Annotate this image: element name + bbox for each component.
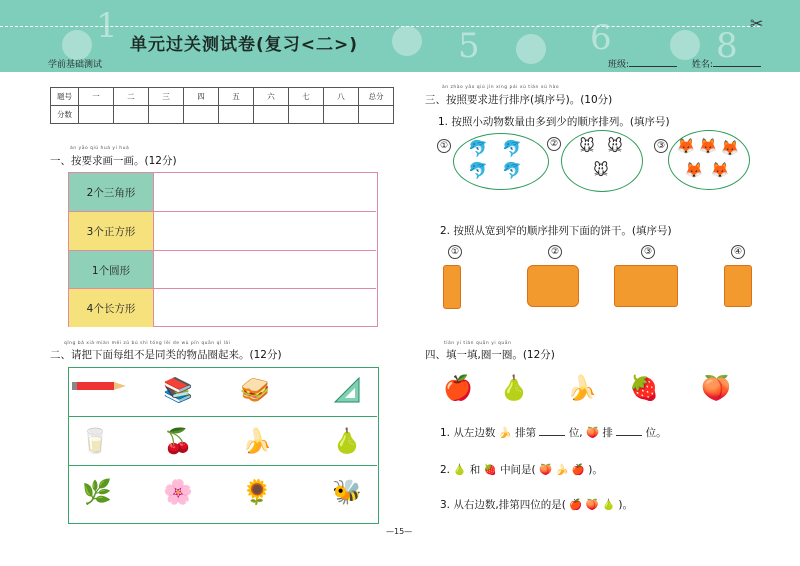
biscuit-number: ④: [731, 245, 745, 259]
score-header: 一: [79, 88, 114, 106]
pear-icon[interactable]: 🍐: [499, 374, 529, 402]
page-number: —15—: [386, 527, 413, 536]
section4-q3: [440, 497, 633, 512]
fox-icon: 🦊: [720, 139, 740, 157]
strawberry-icon[interactable]: 🍓: [629, 374, 659, 402]
score-cell[interactable]: [359, 106, 394, 124]
pear-icon: 🍐: [453, 464, 467, 476]
q1-end: 位。: [645, 427, 667, 439]
q3-end: )。: [618, 499, 634, 511]
bananas-icon[interactable]: 🍌: [242, 427, 272, 455]
biscuit-wide[interactable]: [614, 265, 678, 307]
peaches-option-icon[interactable]: 🍑: [585, 499, 599, 511]
score-cell[interactable]: [289, 106, 324, 124]
apple-icon[interactable]: 🍎: [443, 374, 473, 402]
section4-q1: [440, 425, 667, 440]
score-header: 八: [324, 88, 359, 106]
score-header: 二: [114, 88, 149, 106]
section3-q2: 2. 按照从宽到窄的顺序排列下面的饼干。(填序号): [440, 225, 672, 237]
item-row: [69, 468, 377, 516]
set-square-icon[interactable]: [331, 374, 363, 406]
score-header: 四: [184, 88, 219, 106]
sunflower-icon[interactable]: 🌻: [242, 478, 272, 506]
draw-row: [69, 250, 376, 289]
scissors-icon: ✂: [750, 14, 764, 33]
bear-icon: [516, 34, 546, 64]
peaches-icon[interactable]: 🍑: [701, 374, 731, 402]
decor-number: 5: [458, 26, 480, 66]
draw-row: [69, 211, 376, 250]
section4-q2: [440, 462, 603, 477]
sandwich-icon[interactable]: 🥪: [240, 376, 270, 404]
biscuit-medium[interactable]: [527, 265, 579, 307]
item-row: [69, 417, 377, 466]
draw-label: 1个圆形: [69, 251, 154, 289]
q1-mid2: 位,: [568, 427, 583, 439]
pear-icon[interactable]: 🍐: [332, 427, 362, 455]
biscuit-narrow[interactable]: [443, 265, 461, 309]
bananas-icon[interactable]: 🍌: [567, 374, 597, 402]
score-cell[interactable]: [149, 106, 184, 124]
group-number: ③: [654, 139, 668, 153]
apple-option-icon[interactable]: 🍎: [571, 464, 585, 476]
score-cell[interactable]: [254, 106, 289, 124]
section3-q1: 1. 按照小动物数量由多到少的顺序排列。(填序号): [438, 116, 670, 128]
decor-number: 6: [590, 18, 612, 58]
strawberry-icon: 🍓: [483, 464, 497, 476]
q1-prefix: 1. 从左边数: [440, 427, 496, 439]
cherries-icon[interactable]: 🍒: [163, 427, 193, 455]
score-header: 五: [219, 88, 254, 106]
score-header: 题号: [51, 88, 79, 106]
books-icon[interactable]: 📚: [163, 376, 193, 404]
q2-and: 和: [469, 464, 481, 476]
q1-mid3: 排: [602, 427, 613, 439]
biscuit-small[interactable]: [724, 265, 752, 307]
pear-option-icon[interactable]: 🍐: [601, 499, 616, 511]
draw-label: 4个长方形: [69, 289, 154, 327]
section2-pinyin: qǐng bǎ xià miàn měi zǔ bú shì tóng lèi de wù pǐn quān qǐ lái: [64, 341, 231, 346]
score-cell[interactable]: [324, 106, 359, 124]
bear-icon: [62, 30, 92, 60]
q2-mid: 中间是(: [500, 464, 536, 476]
decor-number: 1: [96, 6, 118, 46]
q2-prefix: 2.: [440, 464, 451, 476]
q1-mid1: 排第: [515, 427, 537, 439]
q1-blank-2[interactable]: [616, 435, 642, 436]
group-number: ②: [547, 137, 561, 151]
apple-option-icon[interactable]: 🍎: [569, 499, 583, 511]
mouse-icon: 🐭: [579, 137, 595, 155]
name-label: 姓名:: [691, 60, 713, 70]
biscuit-number: ③: [641, 245, 655, 259]
score-cell[interactable]: [219, 106, 254, 124]
dolphin-icon: 🐬: [502, 161, 522, 180]
item-row: [69, 368, 377, 417]
dolphin-icon: 🐬: [468, 139, 488, 158]
class-name-fields: [608, 57, 773, 70]
fox-icon: 🦊: [684, 161, 704, 179]
dolphin-group[interactable]: [453, 133, 549, 190]
section4-title: 四、填一填,圈一圈。(12分): [425, 349, 555, 361]
draw-row: [69, 288, 376, 327]
dolphin-icon: 🐬: [468, 161, 488, 180]
section3-title: 三、按照要求进行排序(填序号)。(10分): [425, 94, 613, 106]
bananas-option-icon[interactable]: 🍌: [555, 464, 569, 476]
fox-icon: 🦊: [698, 137, 718, 155]
score-header: 三: [149, 88, 184, 106]
q3-text: 3. 从右边数,排第四位的是(: [440, 499, 566, 511]
draw-row: [69, 173, 376, 211]
odd-one-out-grid: [68, 367, 379, 524]
section3-pinyin: àn zhào yāo qiú jìn xíng pái xù tián xù hào: [442, 85, 560, 90]
score-header: 七: [289, 88, 324, 106]
flower-icon[interactable]: 🌸: [163, 478, 193, 506]
fox-icon: 🦊: [710, 161, 730, 179]
pencil-icon[interactable]: [72, 374, 128, 398]
group-number: ①: [437, 139, 451, 153]
score-table: [50, 87, 394, 124]
mouse-group[interactable]: [561, 130, 643, 192]
peaches-option-icon[interactable]: 🍑: [539, 464, 553, 476]
bear-icon: [392, 26, 422, 56]
score-header: 总分: [359, 88, 394, 106]
section1-title: 一、按要求画一画。(12分): [50, 155, 177, 167]
bear-icon: [670, 30, 700, 60]
q2-end: )。: [588, 464, 603, 476]
draw-table: [68, 172, 378, 327]
fox-group[interactable]: [668, 130, 750, 190]
page-subtitle: 学前基础测试: [48, 60, 103, 70]
section1-pinyin: àn yāo qiú huà yi huà: [70, 146, 130, 151]
milk-carton-icon[interactable]: 🥛: [80, 427, 110, 455]
q1-blank-1[interactable]: [539, 435, 565, 436]
class-field[interactable]: [629, 66, 677, 67]
bee-icon[interactable]: 🐝: [332, 478, 362, 506]
fox-icon: 🦊: [676, 137, 696, 155]
page-title: 单元过关测试卷(复习<二>): [130, 35, 359, 55]
mouse-icon: 🐭: [607, 137, 623, 155]
biscuit-number: ②: [548, 245, 562, 259]
score-cell[interactable]: [184, 106, 219, 124]
score-cell[interactable]: [114, 106, 149, 124]
score-row-label: 分数: [51, 106, 79, 124]
score-cell[interactable]: [79, 106, 114, 124]
mouse-icon: 🐭: [593, 161, 609, 179]
draw-label: 3个正方形: [69, 212, 154, 250]
decor-number: 8: [716, 26, 738, 66]
draw-label: 2个三角形: [69, 173, 154, 211]
score-header: 六: [254, 88, 289, 106]
section2-title: 二、请把下面每组不是同类的物品圈起来。(12分): [50, 349, 282, 361]
section4-pinyin: tián yi tián quān yi quān: [444, 341, 512, 346]
dolphin-icon: 🐬: [502, 139, 522, 158]
leaf-icon[interactable]: 🌿: [82, 478, 112, 506]
name-field[interactable]: [713, 66, 761, 67]
biscuit-number: ①: [448, 245, 462, 259]
peaches-icon: 🍑: [586, 427, 600, 439]
bananas-icon: 🍌: [498, 427, 512, 439]
class-label: 班级:: [608, 60, 630, 70]
